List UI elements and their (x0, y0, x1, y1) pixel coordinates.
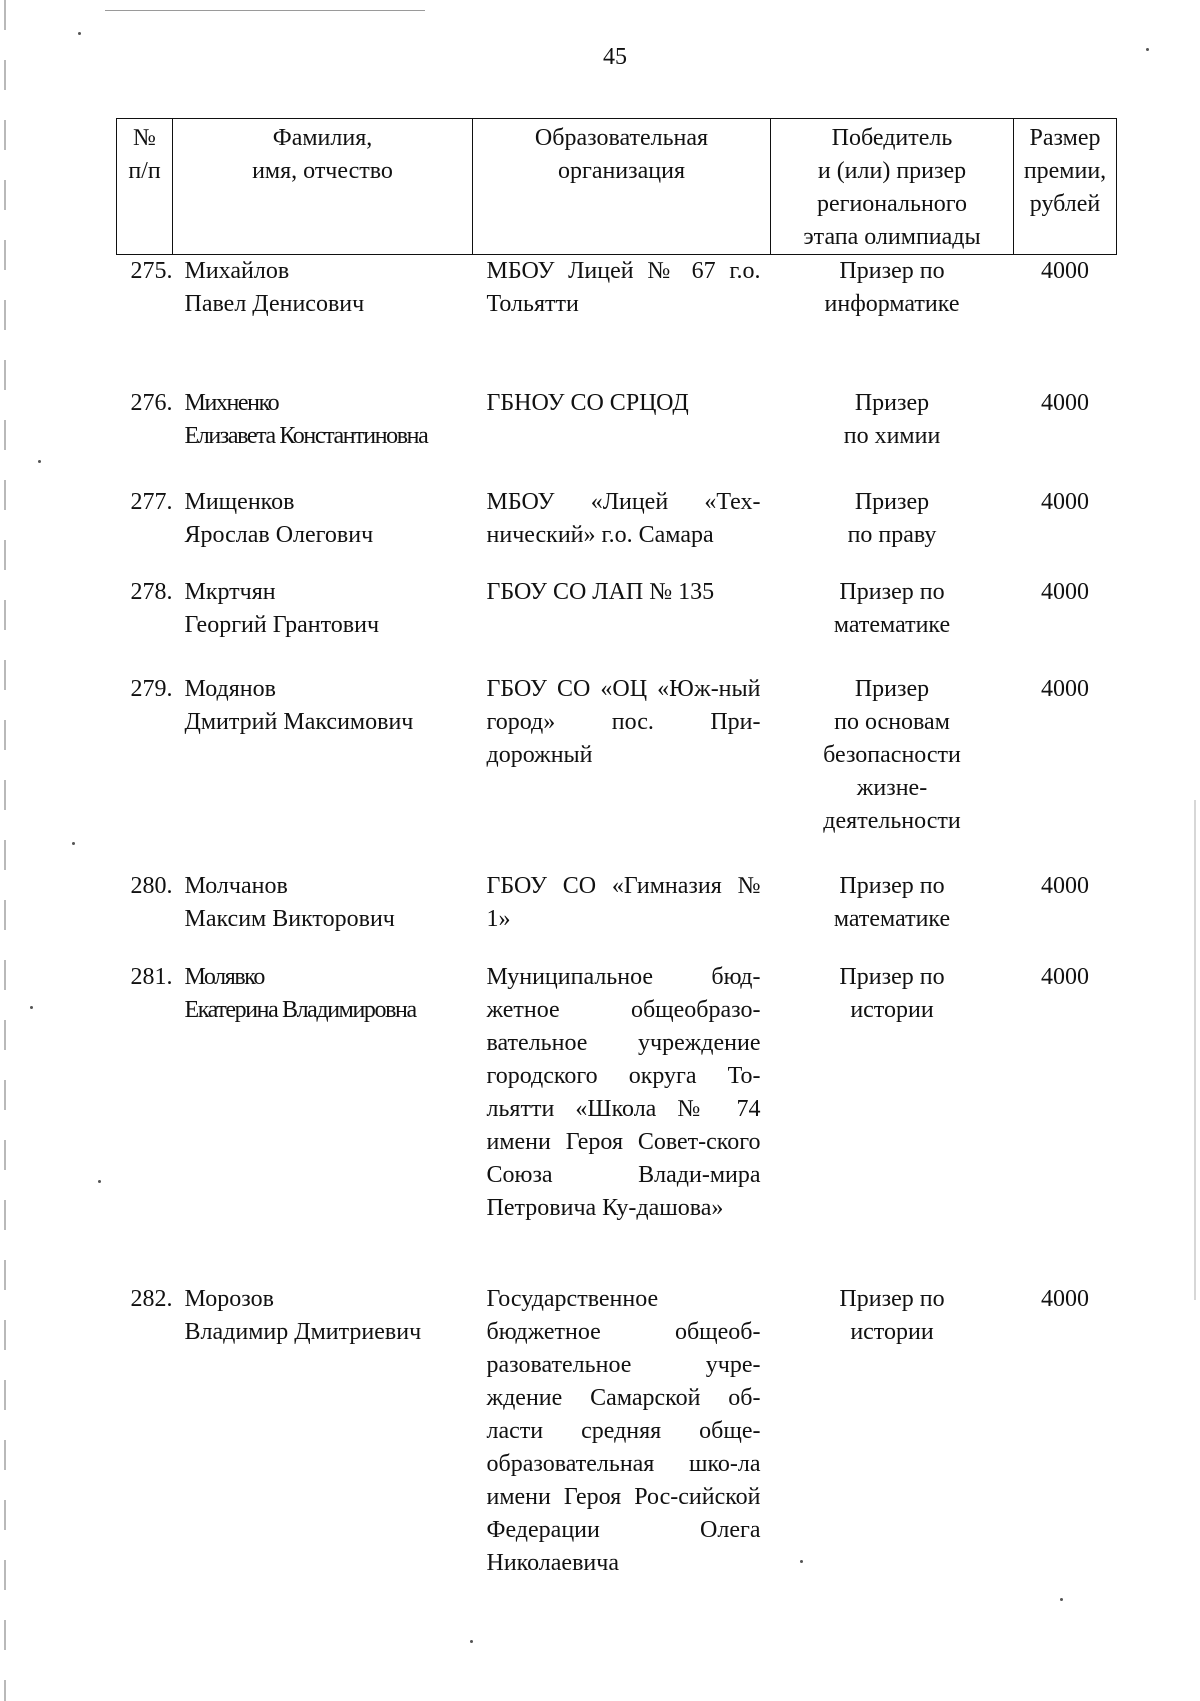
row-award: Призер по истории (839, 1286, 945, 1345)
row-org: Государственное бюджетное общеоб-разовательное учре-ждение Самарской об-ласти средняя обще-образовательная шко-ла имени Героя Рос-сийской Федерации Олега Николаевича (486, 1286, 761, 1576)
awardees-table (116, 118, 1117, 1603)
table-row (117, 486, 1117, 576)
row-name-text: Михненко Елизавета Константиновна (184, 390, 428, 449)
scan-speck (98, 1180, 101, 1183)
row-org: ГБОУ СО «Гимназия № 1» (486, 873, 761, 932)
row-award: Призер по основам безопасности жизне- деятельности (823, 676, 961, 834)
row-org: Муниципальное бюд-жетное общеобразо-вательное учреждение городского округа То-льятти «Школа № 74 имени Героя Совет-ского Союза Влади-мира Петровича Ку-дашова» (486, 964, 761, 1221)
table-row (117, 961, 1117, 1283)
row-name: Модянов Дмитрий Максимович (184, 676, 414, 735)
row-prize: 4000 (1041, 964, 1089, 990)
scan-speck (470, 1640, 473, 1643)
row-name: Морозов Владимир Дмитриевич (184, 1286, 422, 1345)
header-prize: Размер премии, рублей (1014, 119, 1117, 255)
scan-edge-left (4, 0, 6, 1701)
scan-speck (38, 460, 41, 463)
page-number: 45 (603, 44, 627, 70)
row-name: Мкртчян Георгий Грантович (184, 579, 380, 638)
table-row (117, 387, 1117, 486)
row-num: 277. (130, 489, 173, 515)
row-num: 275. (130, 258, 173, 284)
row-prize: 4000 (1041, 676, 1089, 702)
row-name: Мищенков Ярослав Олегович (184, 489, 374, 548)
header-num: № п/п (117, 119, 173, 255)
row-name (173, 961, 473, 1283)
scan-speck (1146, 48, 1149, 51)
row-name: Молчанов Максим Викторович (184, 873, 395, 932)
scan-speck (1060, 1598, 1063, 1601)
scan-edge-right (1194, 800, 1196, 1300)
header-org: Образовательная организация (473, 119, 771, 255)
scan-speck (30, 1006, 33, 1009)
table-row (117, 576, 1117, 673)
row-prize: 4000 (1041, 579, 1089, 605)
row-prize: 4000 (1041, 390, 1089, 416)
scan-speck (72, 842, 75, 845)
row-prize: 4000 (1041, 258, 1089, 284)
row-award: Призер по праву (847, 489, 937, 548)
scan-speck (800, 1560, 803, 1563)
row-award: Призер по информатике (824, 258, 960, 317)
row-org: ГБНОУ СО СРЦОД (486, 390, 689, 416)
row-award: Призер по математике (833, 873, 951, 932)
row-num: 280. (130, 873, 173, 899)
row-name-text: Молявко Екатерина Владимировна (184, 964, 416, 1023)
row-prize: 4000 (1041, 489, 1089, 515)
header-name: Фамилия, имя, отчество (173, 119, 473, 255)
row-org: МБОУ Лицей № 67 г.о. Тольятти (486, 258, 761, 317)
scan-speck (78, 32, 81, 35)
table-row (117, 673, 1117, 870)
row-name: Михайлов Павел Денисович (184, 258, 365, 317)
row-name (173, 387, 473, 486)
table-row (117, 1283, 1117, 1603)
header-award: Победитель и (или) призер регионального этапа олимпиады (771, 119, 1014, 255)
row-award: Призер по истории (839, 964, 945, 1023)
row-num: 281. (130, 964, 173, 990)
table-row (117, 255, 1117, 388)
row-num: 282. (130, 1286, 173, 1312)
row-num: 276. (130, 390, 173, 416)
row-num: 279. (130, 676, 173, 702)
table-row (117, 870, 1117, 961)
row-num: 278. (130, 579, 173, 605)
row-prize: 4000 (1041, 1286, 1089, 1312)
row-org: МБОУ «Лицей «Тех-нический» г.о. Самара (486, 489, 761, 548)
table-header-row (117, 119, 1117, 255)
scan-edge-top (105, 10, 425, 11)
row-prize: 4000 (1041, 873, 1089, 899)
row-award: Призер по химии (843, 390, 941, 449)
row-org: ГБОУ СО ЛАП № 135 (486, 579, 715, 605)
row-org: ГБОУ СО «ОЦ «Юж-ный город» пос. При-дорожный (486, 676, 761, 768)
row-award: Призер по математике (833, 579, 951, 638)
